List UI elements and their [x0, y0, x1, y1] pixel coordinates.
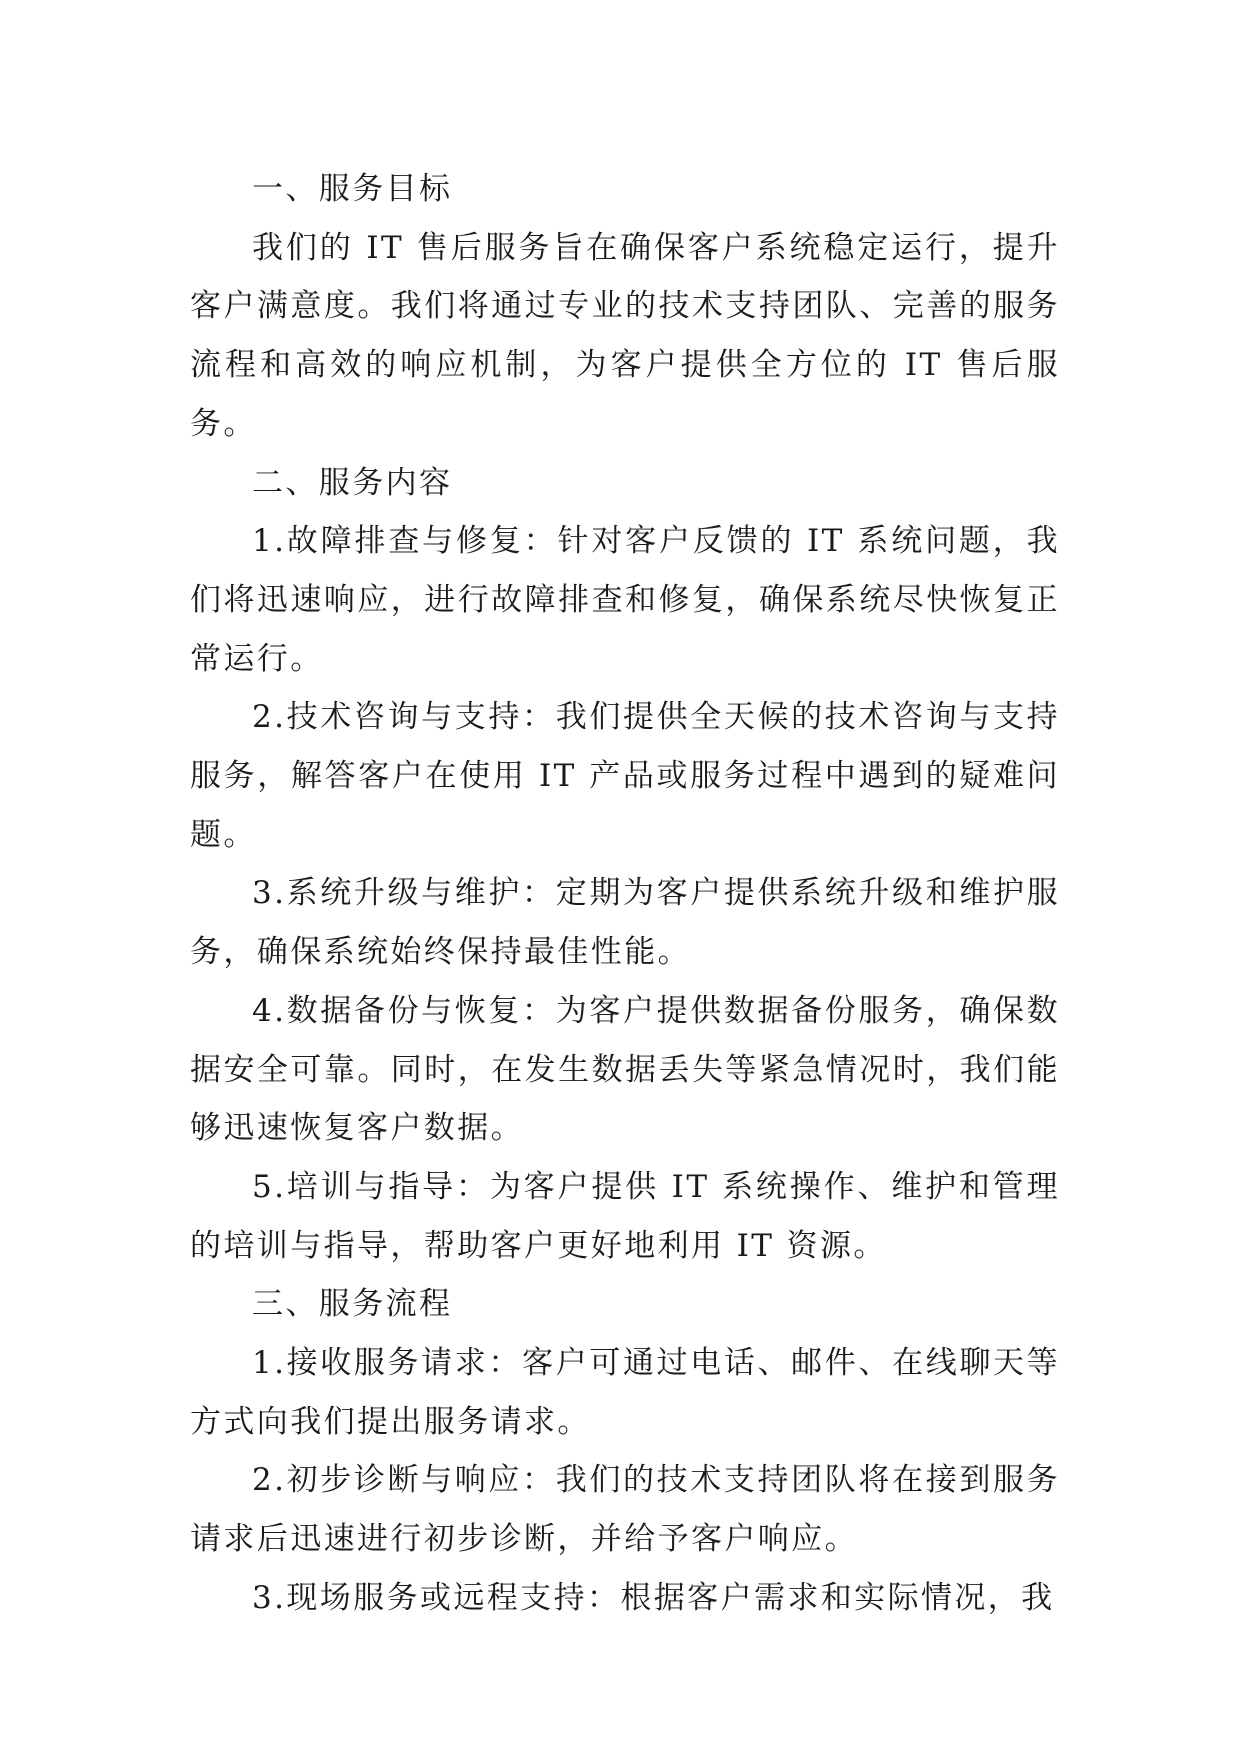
paragraph-training: 5.培训与指导：为客户提供 IT 系统操作、维护和管理的培训与指导，帮助客户更好地利用 IT 资源。: [190, 1168, 1060, 1264]
paragraph-initial-diagnosis: 2.初步诊断与响应：我们的技术支持团队将在接到服务请求后迅速进行初步诊断，并给予客户响应。: [190, 1462, 1060, 1558]
paragraph-data-backup: 4.数据备份与恢复：为客户提供数据备份服务，确保数据安全可靠。同时，在发生数据丢失等紧急情况时，我们能够迅速恢复客户数据。: [190, 992, 1060, 1147]
paragraph-service-goals: 我们的 IT 售后服务旨在确保客户系统稳定运行，提升客户满意度。我们将通过专业的技术支持团队、完善的服务流程和高效的响应机制，为客户提供全方位的 IT 售后服务。: [190, 229, 1060, 442]
paragraph-system-upgrade: 3.系统升级与维护：定期为客户提供系统升级和维护服务，确保系统始终保持最佳性能。: [190, 875, 1060, 971]
section-heading-service-goals: 一、服务目标: [252, 171, 453, 207]
document-body: [190, 160, 1060, 1628]
paragraph-fault-repair: 1.故障排查与修复：针对客户反馈的 IT 系统问题，我们将迅速响应，进行故障排查和修复，确保系统尽快恢复正常运行。: [190, 523, 1060, 677]
section-heading-service-content: 二、服务内容: [252, 464, 453, 501]
section-heading-service-process: 三、服务流程: [252, 1286, 453, 1323]
paragraph-receive-request: 1.接收服务请求：客户可通过电话、邮件、在线聊天等方式向我们提出服务请求。: [190, 1345, 1060, 1440]
paragraph-onsite-remote: 3.现场服务或远程支持：根据客户需求和实际情况，我: [252, 1579, 1055, 1616]
paragraph-tech-support: 2.技术咨询与支持：我们提供全天候的技术咨询与支持服务，解答客户在使用 IT 产品或服务过程中遇到的疑难问题。: [190, 699, 1060, 853]
